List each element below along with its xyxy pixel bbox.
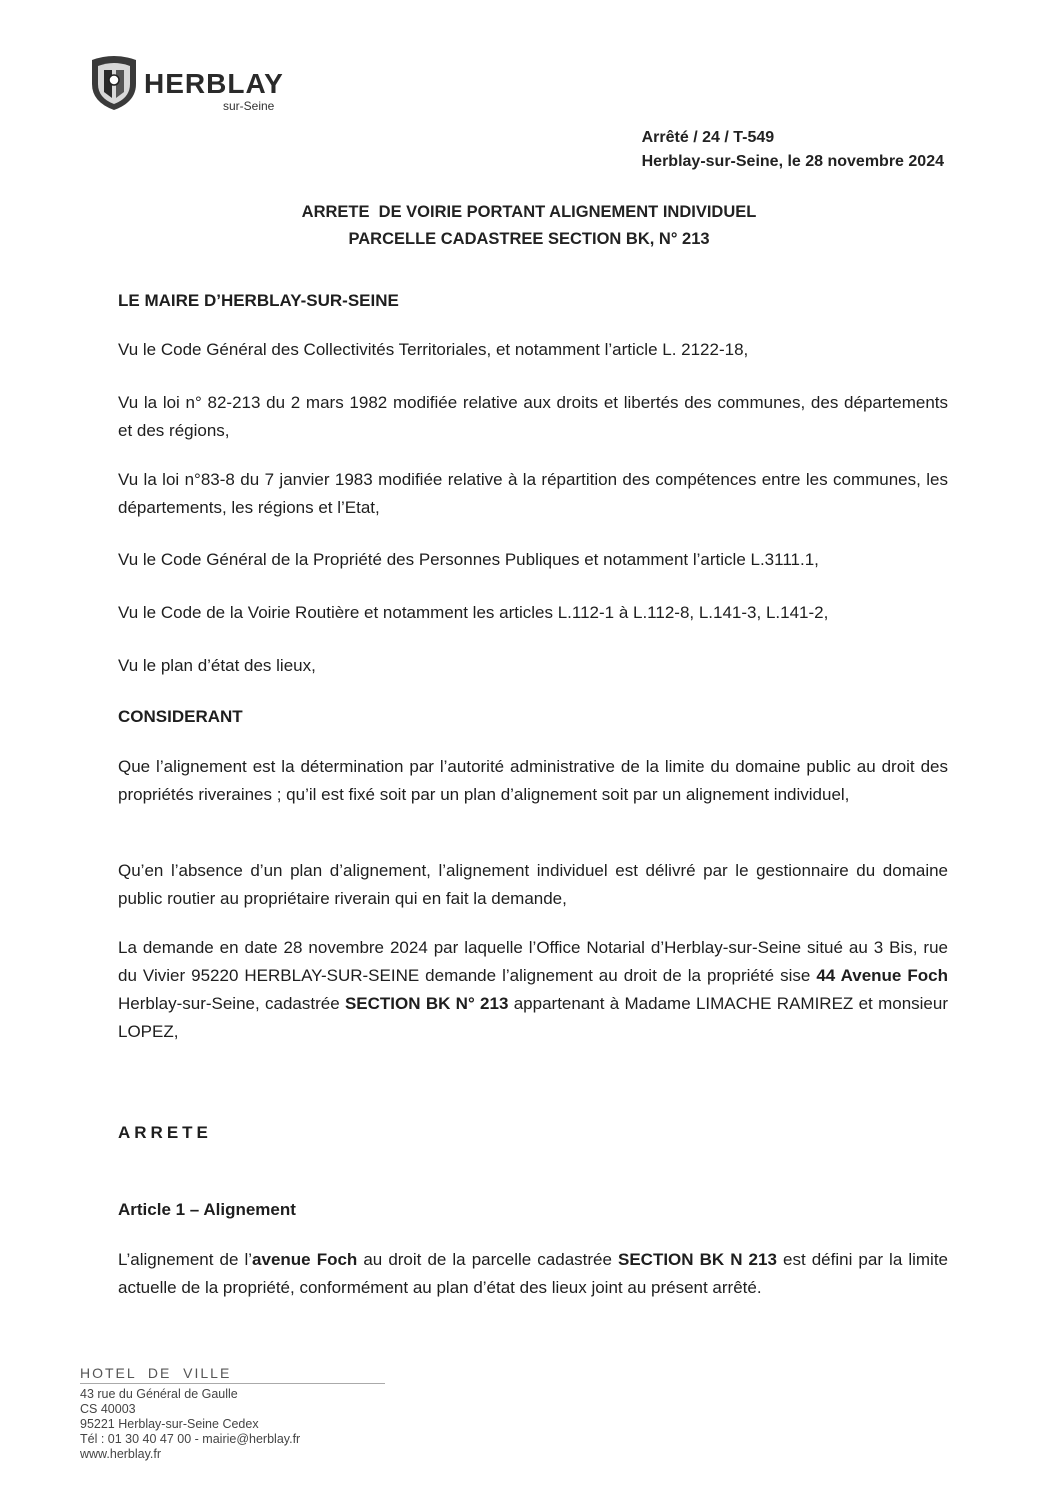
coat-of-arms-icon [86,54,142,112]
a1-text-a: L’alignement de l’ [118,1250,253,1269]
article-1-title: Article 1 – Alignement [118,1200,296,1219]
vu-cgppp: Vu le Code Général de la Propriété des Personnes Publiques et notamment l’article L.3111.1, [118,550,819,569]
footer-contact: Tél : 01 30 40 47 00 - mairie@herblay.fr [80,1432,301,1446]
footer-title: HOTEL DE VILLE [80,1366,385,1384]
a1-parcel: SECTION BK N 213 [618,1250,777,1269]
considerant-3 [118,934,948,1046]
a1-text-e: est défini par la limite actuelle de la propriété, conformément au plan d’état des lieux joint au présent arrêté. [118,1250,949,1297]
logo-subtitle: sur-Seine [223,99,275,113]
footer-website: www.herblay.fr [80,1447,162,1461]
document-title [0,199,1058,253]
article-1-text [118,1246,948,1302]
arrete-heading: ARRETE [118,1123,212,1142]
vu-cgct: Vu le Code Général des Collectivités Territoriales, et notamment l’article L. 2122-18, [118,340,749,359]
considerant-1: Que l’alignement est la détermination par l’autorité administrative de la limite du domaine public au droit des propriétés riveraines ; qu’il est fixé soit par un plan d’alignement soit par un alignement individuel, [118,757,948,804]
a1-street: avenue Foch [252,1250,358,1269]
considerant-2: Qu’en l’absence d’un plan d’alignement, l’alignement individuel est délivré par le gestionnaire du domaine public routier au propriétaire riverain qui en fait la demande, [118,861,948,908]
footer-street: 43 rue du Général de Gaulle [80,1387,238,1401]
reference-block [642,126,944,174]
mayor-heading: LE MAIRE D’HERBLAY-SUR-SEINE [118,291,399,310]
footer-cs: CS 40003 [80,1402,136,1416]
footer-address [80,1366,385,1462]
place-date: Herblay-sur-Seine, le 28 novembre 2024 [641,153,944,170]
vu-voirie: Vu le Code de la Voirie Routière et notamment les articles L.112-1 à L.112-8, L.141-3, L.141-2, [118,603,829,622]
title-line-2: PARCELLE CADASTREE SECTION BK, N° 213 [348,230,710,248]
parcel-section: SECTION BK N° 213 [344,994,509,1013]
c3-text-e: appartenant à Madame LIMACHE RAMIREZ et monsieur LOPEZ, [118,994,948,1041]
property-address: 44 Avenue Foch [816,966,948,985]
footer-city: 95221 Herblay-sur-Seine Cedex [80,1417,259,1431]
a1-text-c: au droit de la parcelle cadastrée [357,1250,618,1269]
c3-text-a: La demande en date 28 novembre 2024 par laquelle l’Office Notarial d’Herblay-sur-Seine situé au 3 Bis, rue du Vivier 95220 HERBLAY-SUR-SEINE demande l’alignement au droit de la propriété sise [118,938,948,985]
c3-text-c: Herblay-sur-Seine, cadastrée [118,994,345,1013]
logo-wordmark: HERBLAY [144,68,284,99]
vu-loi-1983: Vu la loi n°83-8 du 7 janvier 1983 modifiée relative à la répartition des compétences entre les communes, les départements, les régions et l’Etat, [118,470,948,517]
decree-reference: Arrêté / 24 / T-549 [641,129,775,146]
considerant-heading: CONSIDERANT [118,707,243,726]
vu-plan: Vu le plan d’état des lieux, [118,656,316,675]
title-line-1: ARRETE DE VOIRIE PORTANT ALIGNEMENT INDIVIDUEL [301,203,757,221]
vu-loi-1982: Vu la loi n° 82-213 du 2 mars 1982 modifiée relative aux droits et libertés des communes, des départements et des régions, [118,393,948,440]
